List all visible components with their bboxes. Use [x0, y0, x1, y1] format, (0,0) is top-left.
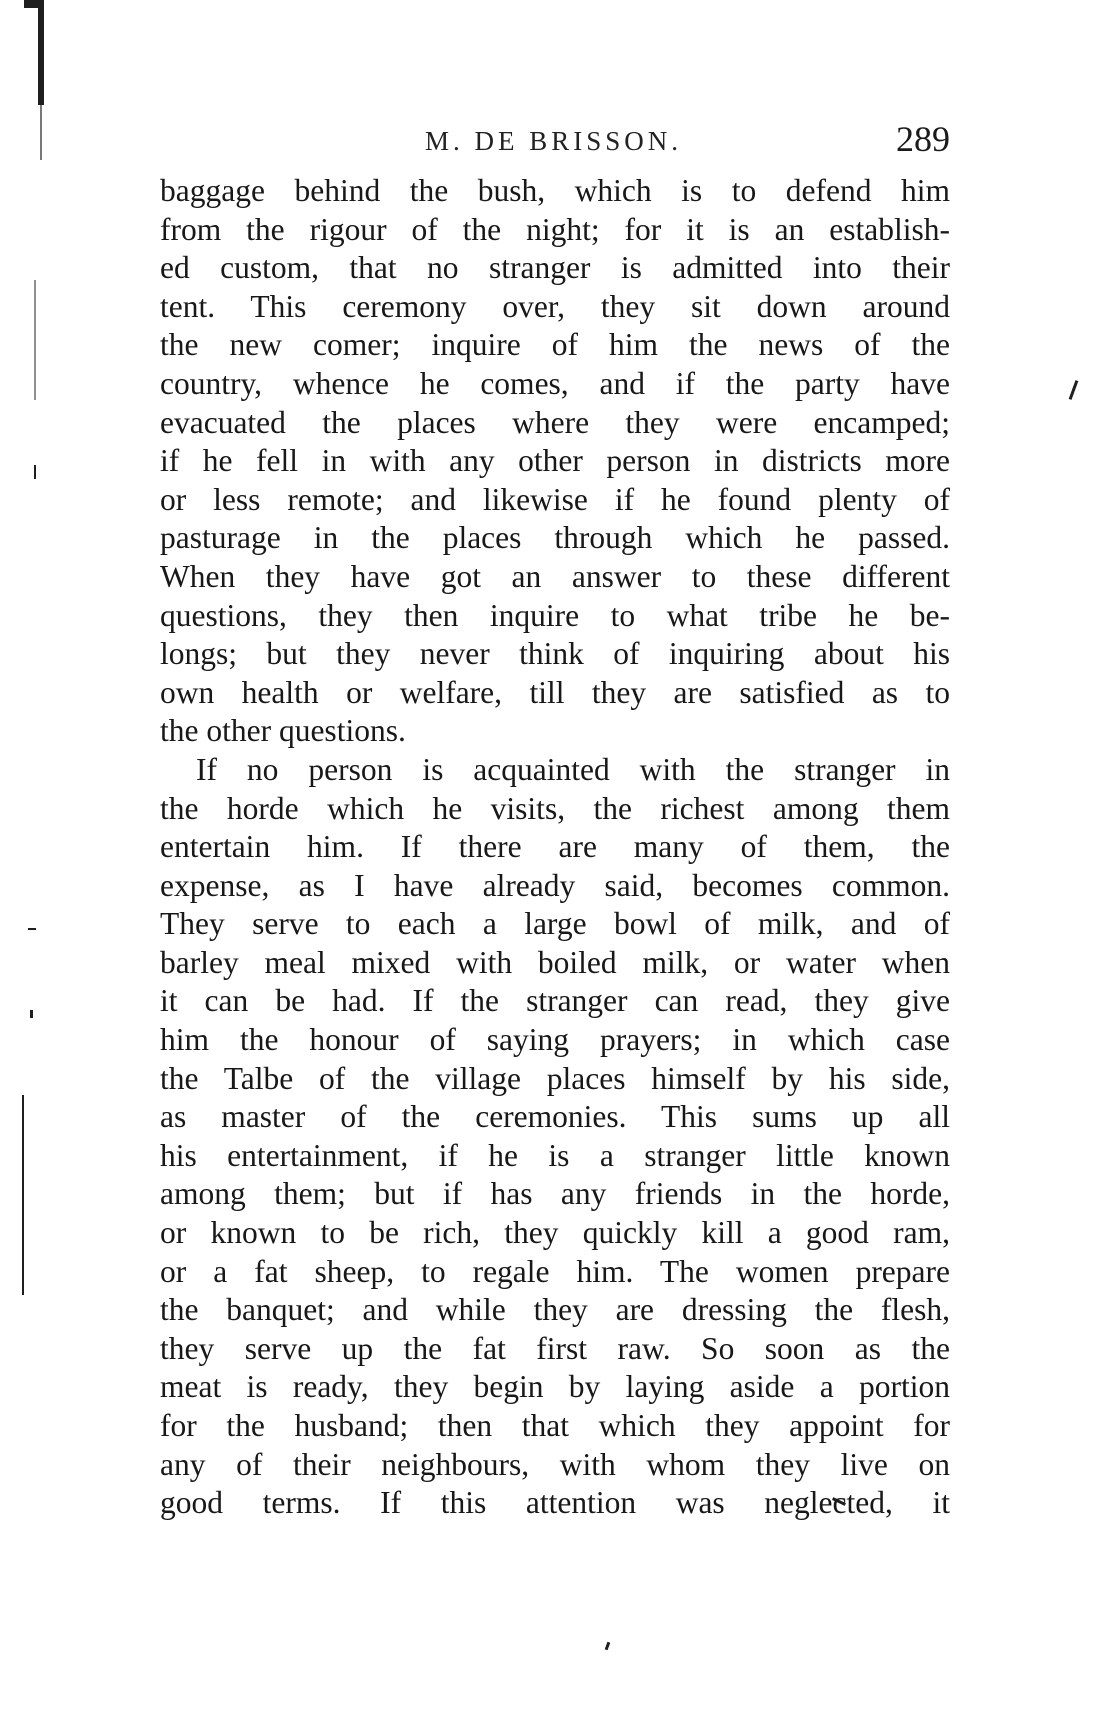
- text-line: his entertainment, if he is a stranger little known: [160, 1137, 950, 1173]
- running-head: M. DE BRISSON.: [425, 126, 683, 156]
- text-line: as master of the ceremonies. This sums up all: [160, 1099, 950, 1135]
- binding-edge-mark: [30, 1010, 33, 1018]
- binding-edge-mark: [24, 0, 42, 8]
- text-line: or known to be rich, they quickly kill a good ram,: [160, 1215, 950, 1251]
- binding-edge-mark: [22, 1095, 24, 1295]
- text-line: evacuated the places where they were encamped;: [160, 404, 950, 440]
- text-line: longs; but they never think of inquiring about his: [160, 636, 950, 672]
- text-line: good terms. If this attention was neglected, it: [160, 1485, 950, 1521]
- text-line: him the honour of saying prayers; in which case: [160, 1022, 950, 1058]
- text-line: country, whence he comes, and if the party have: [160, 365, 950, 401]
- text-line: pasturage in the places through which he passed.: [160, 520, 950, 556]
- text-line: the Talbe of the village places himself by his side,: [160, 1060, 950, 1096]
- text-line: from the rigour of the night; for it is an establish-: [160, 211, 950, 247]
- binding-edge-mark: [605, 1642, 611, 1651]
- text-line: baggage behind the bush, which is to defend him: [160, 173, 950, 208]
- text-line: entertain him. If there are many of them, the: [160, 829, 950, 865]
- text-line: tent. This ceremony over, they sit down around: [160, 288, 950, 324]
- text-line: own health or welfare, till they are satisfied as to: [160, 674, 950, 710]
- page-number: 289: [896, 119, 950, 159]
- text-line: among them; but if has any friends in the horde,: [160, 1176, 950, 1212]
- body-text: [160, 172, 950, 1523]
- text-line: barley meal mixed with boiled milk, or water when: [160, 944, 950, 980]
- text-line: the other questions.: [160, 713, 406, 749]
- binding-edge-mark: [38, 0, 44, 105]
- text-line: or a fat sheep, to regale him. The women prepare: [160, 1253, 950, 1289]
- text-line: they serve up the fat first raw. So soon as the: [160, 1330, 950, 1366]
- text-line: the banquet; and while they are dressing the flesh,: [160, 1292, 950, 1328]
- text-line: for the husband; then that which they appoint for: [160, 1408, 950, 1443]
- page-header: [160, 118, 950, 168]
- binding-edge-mark: [40, 100, 42, 160]
- binding-edge-mark: [1069, 380, 1079, 400]
- text-line: or less remote; and likewise if he found plenty of: [160, 481, 950, 517]
- text-line: it can be had. If the stranger can read, they give: [160, 983, 950, 1019]
- text-line: if he fell in with any other person in districts more: [160, 443, 950, 479]
- text-line: When they have got an answer to these different: [160, 558, 950, 594]
- text-line: the new comer; inquire of him the news of the: [160, 327, 950, 363]
- text-line: They serve to each a large bowl of milk, and of: [160, 906, 950, 942]
- text-line: questions, they then inquire to what tribe he be-: [160, 597, 950, 633]
- text-line: any of their neighbours, with whom they live on: [160, 1446, 950, 1482]
- binding-edge-mark: [34, 465, 36, 479]
- text-line: expense, as I have already said, becomes common.: [160, 867, 950, 903]
- text-line: meat is ready, they begin by laying aside a portion: [160, 1369, 950, 1405]
- binding-edge-mark: [28, 928, 36, 930]
- binding-edge-mark: [34, 280, 36, 400]
- text-line: ed custom, that no stranger is admitted into their: [160, 250, 950, 286]
- text-line: If no person is acquainted with the stranger in: [196, 751, 950, 787]
- text-line: the horde which he visits, the richest among them: [160, 790, 950, 826]
